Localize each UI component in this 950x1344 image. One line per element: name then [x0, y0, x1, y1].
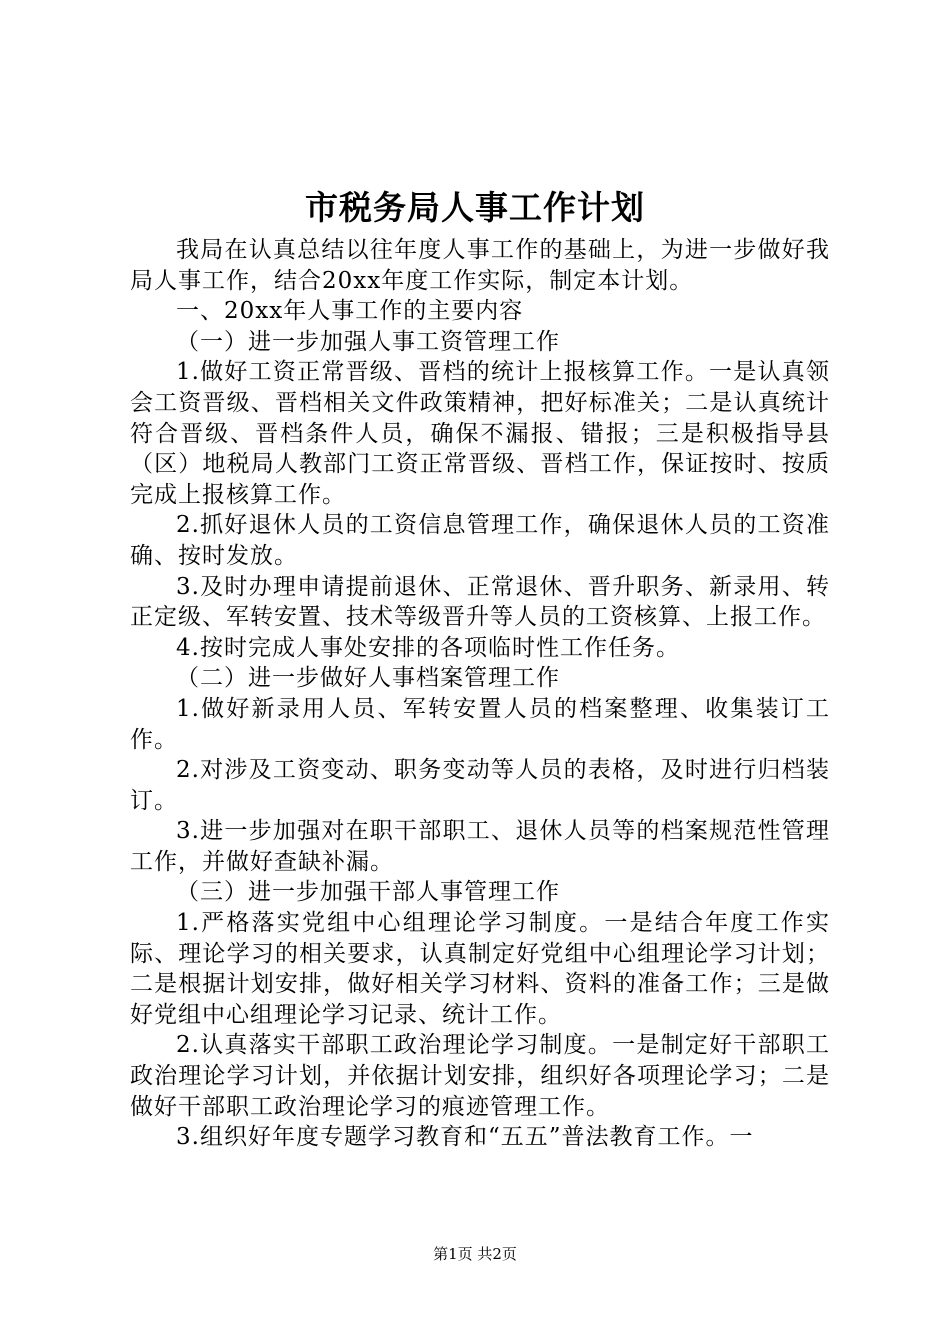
paragraph: 1.严格落实党组中心组理论学习制度。一是结合年度工作实际、理论学习的相关要求，认真制定好党组中心组理论学习计划；二是根据计划安排，做好相关学习材料、资料的准备工作；三是做好党组中心组理论学习记录、统计工作。: [130, 910, 830, 1028]
paragraph: 2.抓好退休人员的工资信息管理工作，确保退休人员的工资准确、按时发放。: [130, 512, 830, 569]
paragraph: 2.对涉及工资变动、职务变动等人员的表格，及时进行归档装订。: [130, 757, 830, 814]
document-title: 市税务局人事工作计划: [305, 188, 645, 227]
subsection-heading: （三）进一步加强干部人事管理工作: [176, 879, 560, 906]
document-body: [130, 235, 830, 1153]
paragraph: 4.按时完成人事处安排的各项临时性工作任务。: [176, 634, 680, 661]
subsection-heading: （二）进一步做好人事档案管理工作: [176, 665, 560, 692]
paragraph: 2.认真落实干部职工政治理论学习制度。一是制定好干部职工政治理论学习计划，并依据计划安排，组织好各项理论学习；二是做好干部职工政治理论学习的痕迹管理工作。: [130, 1032, 830, 1120]
section-heading: 一、20xx年人事工作的主要内容: [176, 298, 524, 325]
paragraph: 1.做好工资正常晋级、晋档的统计上报核算工作。一是认真领会工资晋级、晋档相关文件政策精神，把好标准关；二是认真统计符合晋级、晋档条件人员，确保不漏报、错报；三是积极指导县（区）地税局人教部门工资正常晋级、晋档工作，保证按时、按质完成上报核算工作。: [130, 359, 830, 508]
paragraph: 3.组织好年度专题学习教育和“五五”普法教育工作。一: [176, 1124, 754, 1151]
paragraph: 我局在认真总结以往年度人事工作的基础上，为进一步做好我局人事工作，结合20xx年度工作实际，制定本计划。: [130, 237, 830, 294]
paragraph: 1.做好新录用人员、军转安置人员的档案整理、收集装订工作。: [130, 695, 830, 753]
paragraph: 3.进一步加强对在职干部职工、退休人员等的档案规范性管理工作，并做好查缺补漏。: [130, 818, 830, 875]
subsection-heading: （一）进一步加强人事工资管理工作: [176, 328, 560, 355]
page-number-footer: 第1页 共2页: [433, 1245, 517, 1263]
paragraph: 3.及时办理申请提前退休、正常退休、晋升职务、新录用、转正定级、军转安置、技术等级晋升等人员的工资核算、上报工作。: [130, 573, 830, 631]
